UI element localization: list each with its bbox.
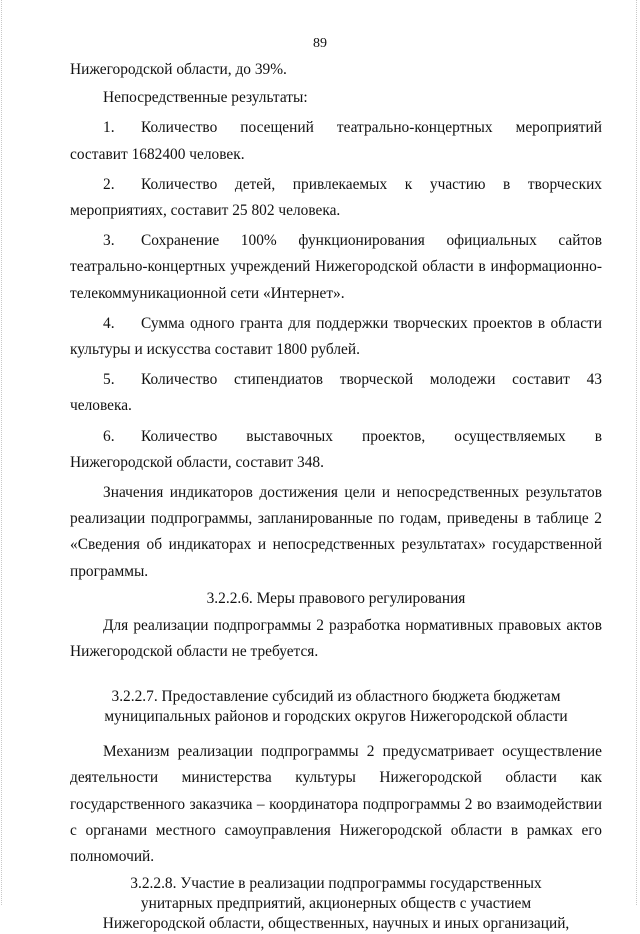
section-heading-3-2-2-8-line2: унитарных предприятий, акционерных обществ с участием (140, 895, 532, 913)
list-item-number: 3. (103, 232, 115, 250)
page-number: 89 (313, 36, 327, 51)
section-heading-3-2-2-7-line1: 3.2.2.7. Предоставление субсидий из областного бюджета бюджетам (111, 688, 561, 706)
section-heading-3-2-2-8-line3: Нижегородской области, общественных, научных и иных организаций, (102, 915, 570, 933)
paragraph-indicators: Значения индикаторов достижения цели и непосредственных результатов реализации подпрограммы, запланированные по годам, приведены в таблице 2 «Сведения об индикаторах и непосредственных результатах» государственной программы. (70, 484, 602, 580)
list-item-text: Количество детей, привлекаемых к участию в творческих мероприятиях, составит 25 802 человека. (70, 175, 602, 220)
paragraph-results-intro: Непосредственные результаты: (103, 89, 308, 107)
section-heading-3-2-2-7-line2: муниципальных районов и городских округов Нижегородской области (104, 708, 568, 726)
list-item (70, 228, 602, 307)
document-body (70, 57, 602, 934)
section-heading-3-2-2-8-line1: 3.2.2.8. Участие в реализации подпрограммы государственных (130, 875, 542, 893)
list-item (70, 172, 602, 224)
list-item-number: 5. (103, 371, 115, 389)
list-item (70, 115, 602, 167)
list-item-text: Сохранение 100% функционирования официальных сайтов театрально-концертных учреждений Нижегородской области в информационно-телекоммуникационной сети «Интернет». (70, 232, 602, 302)
list-item (70, 311, 602, 363)
list-item (70, 367, 602, 419)
list-item-number: 4. (103, 314, 115, 332)
list-item-text: Количество посещений театрально-концертных мероприятий составит 1682400 человек. (70, 119, 602, 163)
paragraph-continuation: Нижегородской области, до 39%. (70, 61, 287, 78)
paragraph-mechanism: Механизм реализации подпрограммы 2 предусматривает осуществление деятельности министерства культуры Нижегородской области как государственного заказчика – координатора подпрограммы 2 во взаимодействии с органами местного самоуправления Нижегородской области в рамках его полномочий. (70, 743, 602, 866)
list-item-number: 1. (103, 119, 115, 137)
list-item-text: Количество стипендиатов творческой молодежи составит 43 человека. (70, 371, 602, 415)
list-item-number: 2. (103, 175, 115, 193)
page-edge-left (1, 0, 3, 905)
list-item-number: 6. (103, 427, 115, 445)
list-item (70, 424, 602, 476)
paragraph-legal-regulation: Для реализации подпрограммы 2 разработка нормативных правовых актов Нижегородской области не требуется. (70, 616, 602, 661)
list-item-text: Количество выставочных проектов, осуществляемых в Нижегородской области, составит 348. (70, 427, 602, 471)
page-edge-right (636, 0, 638, 905)
list-item-text: Сумма одного гранта для поддержки творческих проектов в области культуры и искусства составит 1800 рублей. (70, 314, 602, 359)
section-heading-3-2-2-6: 3.2.2.6. Меры правового регулирования (206, 589, 466, 607)
